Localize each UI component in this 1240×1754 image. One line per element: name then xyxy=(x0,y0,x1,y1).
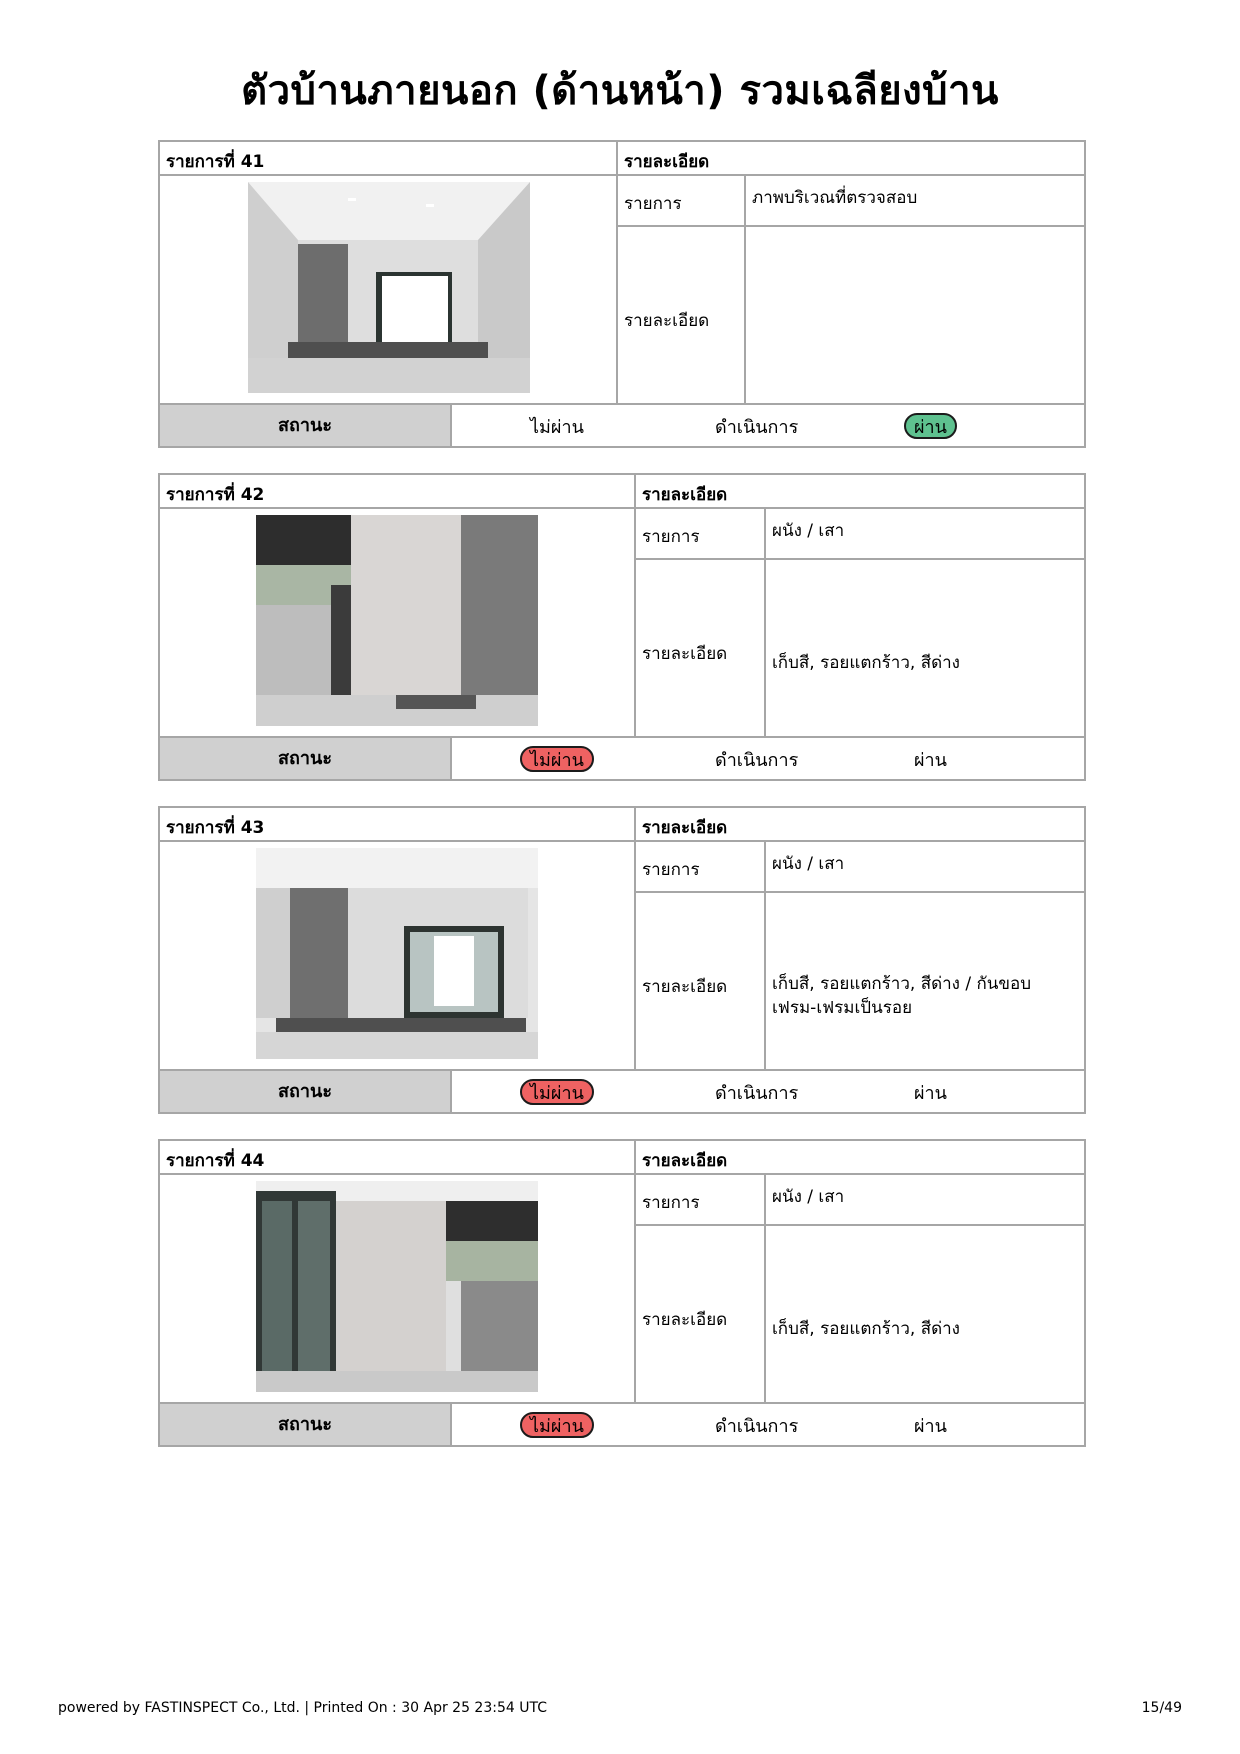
status-label: สถานะ xyxy=(160,738,452,779)
item-value: ภาพบริเวณที่ตรวจสอบ xyxy=(752,188,918,208)
item-number: รายการที่ 42 xyxy=(166,485,265,505)
inspection-photo[interactable] xyxy=(256,515,538,726)
item-label: รายการ xyxy=(642,527,700,547)
status-option-in-progress[interactable]: ดำเนินการ xyxy=(715,1416,799,1437)
divider xyxy=(634,1141,636,1404)
status-label: สถานะ xyxy=(160,1071,452,1112)
status-option-pass[interactable]: ผ่าน xyxy=(914,750,947,771)
item-number: รายการที่ 43 xyxy=(166,818,265,838)
details-label: รายละเอียด xyxy=(642,1310,728,1330)
details-header: รายละเอียด xyxy=(642,818,728,838)
page-number: 15/49 xyxy=(1141,1700,1182,1716)
item-header-row xyxy=(160,1141,1084,1175)
item-number: รายการที่ 41 xyxy=(166,152,265,172)
item-header-row xyxy=(160,475,1084,509)
status-option-pass[interactable]: ผ่าน xyxy=(914,1416,947,1437)
details-label: รายละเอียด xyxy=(624,311,710,331)
status-row xyxy=(160,736,1084,779)
item-value: ผนัง / เสา xyxy=(772,854,845,874)
divider xyxy=(616,225,1086,227)
item-header-row xyxy=(160,142,1084,176)
inspection-item-41 xyxy=(158,140,1086,448)
status-row xyxy=(160,403,1084,446)
divider xyxy=(634,891,1086,893)
item-value: ผนัง / เสา xyxy=(772,521,845,541)
item-label: รายการ xyxy=(642,860,700,880)
status-option-in-progress[interactable]: ดำเนินการ xyxy=(715,750,799,771)
status-option-fail[interactable]: ไม่ผ่าน xyxy=(520,1412,594,1438)
status-option-in-progress[interactable]: ดำเนินการ xyxy=(715,1083,799,1104)
item-number: รายการที่ 44 xyxy=(166,1151,265,1171)
status-option-fail[interactable]: ไม่ผ่าน xyxy=(520,746,594,772)
item-label: รายการ xyxy=(624,194,682,214)
divider xyxy=(634,808,636,1071)
divider xyxy=(634,558,1086,560)
status-row xyxy=(160,1402,1084,1445)
status-row xyxy=(160,1069,1084,1112)
divider xyxy=(744,176,746,405)
item-value: ผนัง / เสา xyxy=(772,1187,845,1207)
inspection-photo[interactable] xyxy=(256,1181,538,1392)
divider xyxy=(764,509,766,738)
status-option-in-progress[interactable]: ดำเนินการ xyxy=(715,417,799,438)
footer-credit: powered by FASTINSPECT Co., Ltd. | Printed On : 30 Apr 25 23:54 UTC xyxy=(58,1700,547,1716)
details-label: รายละเอียด xyxy=(642,977,728,997)
status-label: สถานะ xyxy=(160,1404,452,1445)
details-header: รายละเอียด xyxy=(642,485,728,505)
status-option-fail[interactable]: ไม่ผ่าน xyxy=(520,1079,594,1105)
divider xyxy=(634,475,636,738)
inspection-photo[interactable] xyxy=(248,182,530,393)
divider xyxy=(616,142,618,405)
status-option-pass[interactable]: ผ่าน xyxy=(914,1083,947,1104)
details-value: เก็บสี, รอยแตกร้าว, สีด่าง xyxy=(772,653,960,673)
status-option-fail[interactable]: ไม่ผ่าน xyxy=(530,417,584,438)
details-header: รายละเอียด xyxy=(642,1151,728,1171)
inspection-photo[interactable] xyxy=(256,848,538,1059)
divider xyxy=(764,1175,766,1404)
details-header: รายละเอียด xyxy=(624,152,710,172)
divider xyxy=(764,842,766,1071)
inspection-item-44 xyxy=(158,1139,1086,1447)
divider xyxy=(634,1224,1086,1226)
inspection-item-43 xyxy=(158,806,1086,1114)
item-header-row xyxy=(160,808,1084,842)
status-label: สถานะ xyxy=(160,405,452,446)
details-label: รายละเอียด xyxy=(642,644,728,664)
inspection-item-42 xyxy=(158,473,1086,781)
details-value: เก็บสี, รอยแตกร้าว, สีด่าง / กันขอบเฟรม-เฟรมเป็นรอย xyxy=(772,974,1032,1018)
item-label: รายการ xyxy=(642,1193,700,1213)
details-value: เก็บสี, รอยแตกร้าว, สีด่าง xyxy=(772,1319,960,1339)
page-title: ตัวบ้านภายนอก (ด้านหน้า) รวมเฉลียงบ้าน xyxy=(241,68,999,114)
status-option-pass[interactable]: ผ่าน xyxy=(904,413,957,439)
